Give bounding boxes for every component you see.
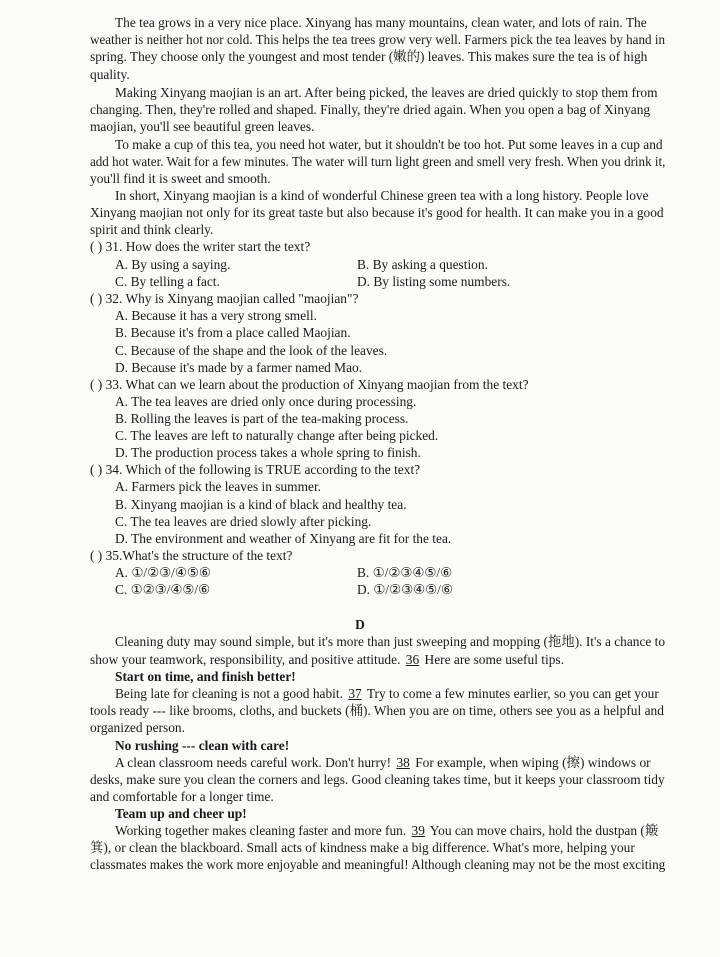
para4-line2: Xinyang maojian not only for its great taste but also because it's good for health. It can make you in a good (90, 205, 664, 220)
q33-option-b[interactable]: B. Rolling the leaves is part of the tea-making process. (115, 411, 409, 426)
q35-option-d[interactable]: D. ①/②③④⑤/⑥ (357, 582, 453, 597)
tip3-line3: classmates makes the work more enjoyable and meaningful! Although cleaning may not be the most exciting (90, 857, 666, 872)
tip2-line2: desks, make sure you clean the corners and legs. Good cleaning takes time, but it keeps your classroom tidy (90, 772, 665, 787)
q32-option-a[interactable]: A. Because it has a very strong smell. (115, 308, 317, 323)
q33-option-a[interactable]: A. The tea leaves are dried only once during processing. (115, 394, 417, 409)
tip3-line1 (115, 822, 658, 839)
para1-line1: The tea grows in a very nice place. Xinyang has many mountains, clean water, and lots of rain. The (115, 15, 647, 30)
para2-line3: maojian, you'll see beautiful green leaves. (90, 119, 315, 134)
q34-stem: ( ) 34. Which of the following is TRUE according to the text? (90, 462, 421, 477)
tip3-line2: 箕), or clean the blackboard. Small acts of kindness make a big difference. What's more, helping your (90, 840, 635, 855)
q32-option-c[interactable]: C. Because of the shape and the look of the leaves. (115, 343, 388, 358)
para1-line3: spring. They choose only the youngest and most tender (嫩的) leaves. This makes sure the tea is of high (90, 49, 648, 64)
para3-line1: To make a cup of this tea, you need hot water, but it shouldn't be too hot. Put some leaves in a cup and (115, 137, 663, 152)
tip2-heading: No rushing --- clean with care! (115, 738, 290, 753)
d-intro-line2 (90, 651, 564, 668)
para4-line1: In short, Xinyang maojian is a kind of wonderful Chinese green tea with a long history. People love (115, 188, 649, 203)
para4-line3: spirit and think clearly. (90, 222, 214, 237)
blank-36[interactable]: 36 (405, 652, 420, 667)
q35-stem: ( ) 35.What's the structure of the text? (90, 548, 293, 563)
tip1-line2: tools ready --- like brooms, cloths, and buckets (桶). When you are on time, others see you as a helpful and (90, 703, 664, 718)
tip2-text-a: A clean classroom needs careful work. Don't hurry! (115, 755, 392, 770)
q34-option-d[interactable]: D. The environment and weather of Xinyang are fit for the tea. (115, 531, 452, 546)
q32-option-d[interactable]: D. Because it's made by a farmer named Mao. (115, 360, 363, 375)
q32-option-b[interactable]: B. Because it's from a place called Maojian. (115, 325, 351, 340)
tip2-line1 (115, 754, 651, 771)
q33-option-c[interactable]: C. The leaves are left to naturally change after being picked. (115, 428, 439, 443)
section-d-title: D (355, 617, 365, 632)
q31-option-a[interactable]: A. By using a saying. (115, 257, 231, 272)
para2-line2: changing. Then, they're rolled and shaped. Finally, they're dried again. When you open a bag of Xinyang (90, 102, 651, 117)
q35-option-a[interactable]: A. ①/②③/④⑤⑥ (115, 565, 211, 580)
q33-option-d[interactable]: D. The production process takes a whole spring to finish. (115, 445, 421, 460)
para3-line3: you'll find it is sweet and smooth. (90, 171, 271, 186)
q34-option-c[interactable]: C. The tea leaves are dried slowly after picking. (115, 514, 372, 529)
tip1-text-a: Being late for cleaning is not a good habit. (115, 686, 343, 701)
q34-option-b[interactable]: B. Xinyang maojian is a kind of black and healthy tea. (115, 497, 407, 512)
tip3-text-b: You can move chairs, hold the dustpan (簸 (429, 823, 659, 838)
d-intro-line1: Cleaning duty may sound simple, but it's more than just sweeping and mopping (拖地). It's a chance to (115, 634, 666, 649)
q31-option-c[interactable]: C. By telling a fact. (115, 274, 220, 289)
d-intro-text: show your teamwork, responsibility, and positive attitude. (90, 652, 401, 667)
q35-option-b[interactable]: B. ①/②③④⑤/⑥ (357, 565, 453, 580)
q31-stem: ( ) 31. How does the writer start the text? (90, 239, 311, 254)
d-intro-tips: Here are some useful tips. (424, 652, 564, 667)
tip1-heading: Start on time, and finish better! (115, 669, 296, 684)
para1-line4: quality. (90, 67, 130, 82)
blank-37[interactable]: 37 (348, 686, 362, 701)
tip1-text-b: Try to come a few minutes earlier, so you can get your (366, 686, 659, 701)
tip1-line3: organized person. (90, 720, 185, 735)
q33-stem: ( ) 33. What can we learn about the production of Xinyang maojian from the text? (90, 377, 529, 392)
para3-line2: add hot water. Wait for a few minutes. The water will turn light green and smell very fresh. When you drink it, (90, 154, 666, 169)
tip3-text-a: Working together makes cleaning faster and more fun. (115, 823, 407, 838)
tip2-text-b: For example, when wiping (擦) windows or (415, 755, 651, 770)
para1-line2: weather is neither hot nor cold. This helps the tea trees grow very well. Farmers pick the tea leaves by hand in (90, 32, 666, 47)
q31-option-d[interactable]: D. By listing some numbers. (357, 274, 511, 289)
q35-option-c[interactable]: C. ①②③/④⑤/⑥ (115, 582, 211, 597)
q34-option-a[interactable]: A. Farmers pick the leaves in summer. (115, 479, 322, 494)
para2-line1: Making Xinyang maojian is an art. After being picked, the leaves are dried quickly to stop them from (115, 85, 658, 100)
tip2-line3: and comfortable for a longer time. (90, 789, 274, 804)
tip3-heading: Team up and cheer up! (115, 806, 247, 821)
blank-39[interactable]: 39 (411, 823, 425, 838)
tip1-line1 (115, 685, 659, 702)
q31-option-b[interactable]: B. By asking a question. (357, 257, 488, 272)
blank-38[interactable]: 38 (396, 755, 410, 770)
q32-stem: ( ) 32. Why is Xinyang maojian called "maojian"? (90, 291, 359, 306)
